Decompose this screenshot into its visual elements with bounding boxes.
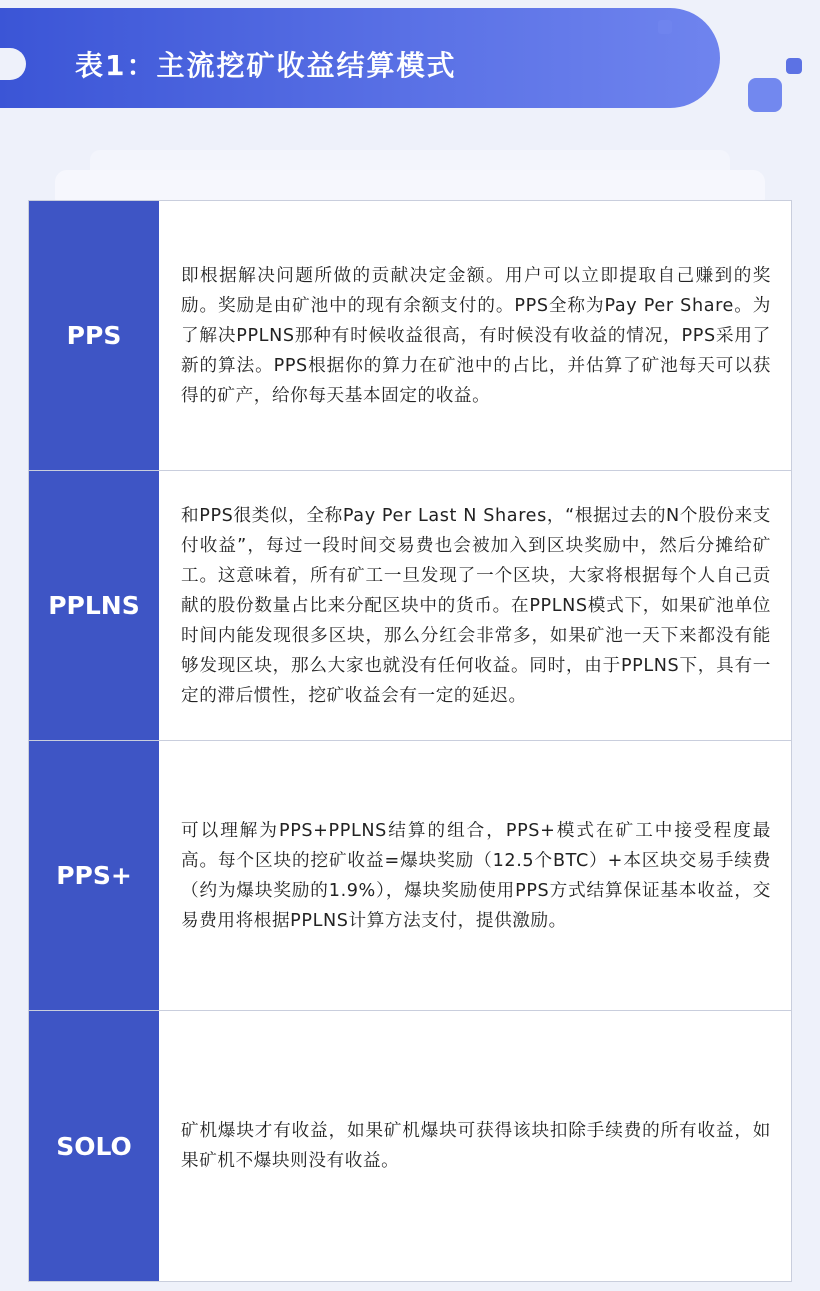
row-description (181, 741, 771, 1010)
row-header (29, 471, 159, 740)
row-header (29, 1011, 159, 1281)
row-description (181, 471, 771, 740)
mining-payout-table (28, 200, 792, 1282)
decorative-square (748, 78, 782, 112)
row-label: PPS (66, 321, 122, 350)
table-row (29, 741, 791, 1011)
table-row (29, 1011, 791, 1281)
table-row (29, 471, 791, 741)
decorative-square (786, 58, 802, 74)
row-label: PPLNS (48, 591, 140, 620)
table-row (29, 201, 791, 471)
row-text: 和PPS很类似，全称Pay Per Last N Shares，“根据过去的N个股份来支付收益”，每过一段时间交易费也会被加入到区块奖励中，然后分摊给矿工。这意味着，所有矿工一旦发现了一个区块，大家将根据每个人自己贡献的股份数量占比来分配区块中的货币。在PPLNS模式下，如果矿池单位时间内能发现很多区块，那么分红会非常多，如果矿池一天下来都没有能够发现区块，那么大家也就没有任何收益。同时，由于PPLNS下，具有一定的滞后惯性，挖矿收益会有一定的延迟。 (181, 505, 771, 706)
row-text: 可以理解为PPS+PPLNS结算的组合，PPS+模式在矿工中接受程度最高。每个区块的挖矿收益=爆块奖励（12.5个BTC）+本区块交易手续费（约为爆块奖励的1.9%），爆块奖励使用PPS方式结算保证基本收益，交易费用将根据PPLNS计算方法支付，提供激励。 (181, 820, 771, 931)
row-text: 矿机爆块才有收益，如果矿机爆块可获得该块扣除手续费的所有收益，如果矿机不爆块则没有收益。 (181, 1121, 771, 1171)
row-header (29, 201, 159, 470)
page-title: 表1：主流挖矿收益结算模式 (75, 49, 457, 82)
row-label: SOLO (56, 1131, 132, 1161)
row-label: PPS+ (56, 861, 132, 890)
row-text: 即根据解决问题所做的贡献决定金额。用户可以立即提取自己赚到的奖励。奖励是由矿池中的现有余额支付的。PPS全称为Pay Per Share。为了解决PPLNS那种有时候收益很高，有时候没有收益的情况，PPS采用了新的算法。PPS根据你的算力在矿池中的占比，并估算了矿池每天可以获得的矿产，给你每天基本固定的收益。 (181, 265, 771, 406)
decorative-square (658, 20, 672, 34)
row-description (181, 201, 771, 470)
row-description (181, 1011, 771, 1281)
row-header (29, 741, 159, 1010)
